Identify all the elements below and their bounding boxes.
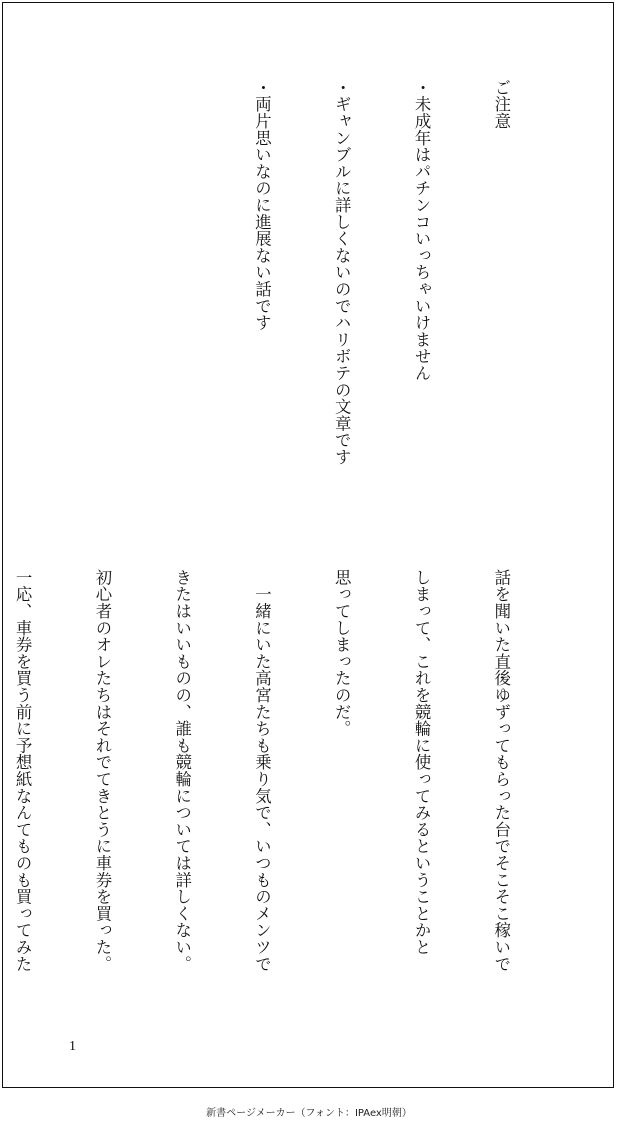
text-line: ・ギャンブルに詳しくないのでハリボテの文章です: [332, 79, 352, 466]
text-line: しまって、これを競輪に使ってみるということかと: [412, 569, 432, 956]
text-line: 思ってしまったのだ。: [332, 569, 352, 737]
page-number: 1: [69, 1039, 76, 1054]
text-line: ご注意: [491, 79, 511, 130]
footer-credit: 新書ページメーカー（フォント：IPAex明朝）: [206, 1108, 412, 1119]
text-line: 初心者のオレたちはそれでてきとうに車券を買った。: [92, 569, 112, 973]
blank-line: [9, 79, 36, 519]
lower-text-block: [0, 569, 567, 1039]
text-line: 一緒にいた高宮たちも乗り気で、いつものメンツで: [252, 569, 272, 973]
text-line: ・両片思いなのに進展ない話です: [252, 79, 272, 331]
novel-page: [2, 2, 614, 1088]
text-line: きたはいいものの、誰も競輪については詳しくない。: [172, 569, 192, 973]
blank-line: [168, 79, 195, 519]
upper-text-block: [0, 79, 567, 519]
text-line: 一応、車券を買う前に予想紙なんてものも買ってみた: [13, 569, 33, 973]
text-line: 話を聞いた直後ゆずってもらった台でそこそこ稼いで: [491, 569, 511, 973]
text-line: ・未成年はパチンコいっちゃいけません: [412, 79, 432, 382]
blank-line: [88, 79, 115, 519]
